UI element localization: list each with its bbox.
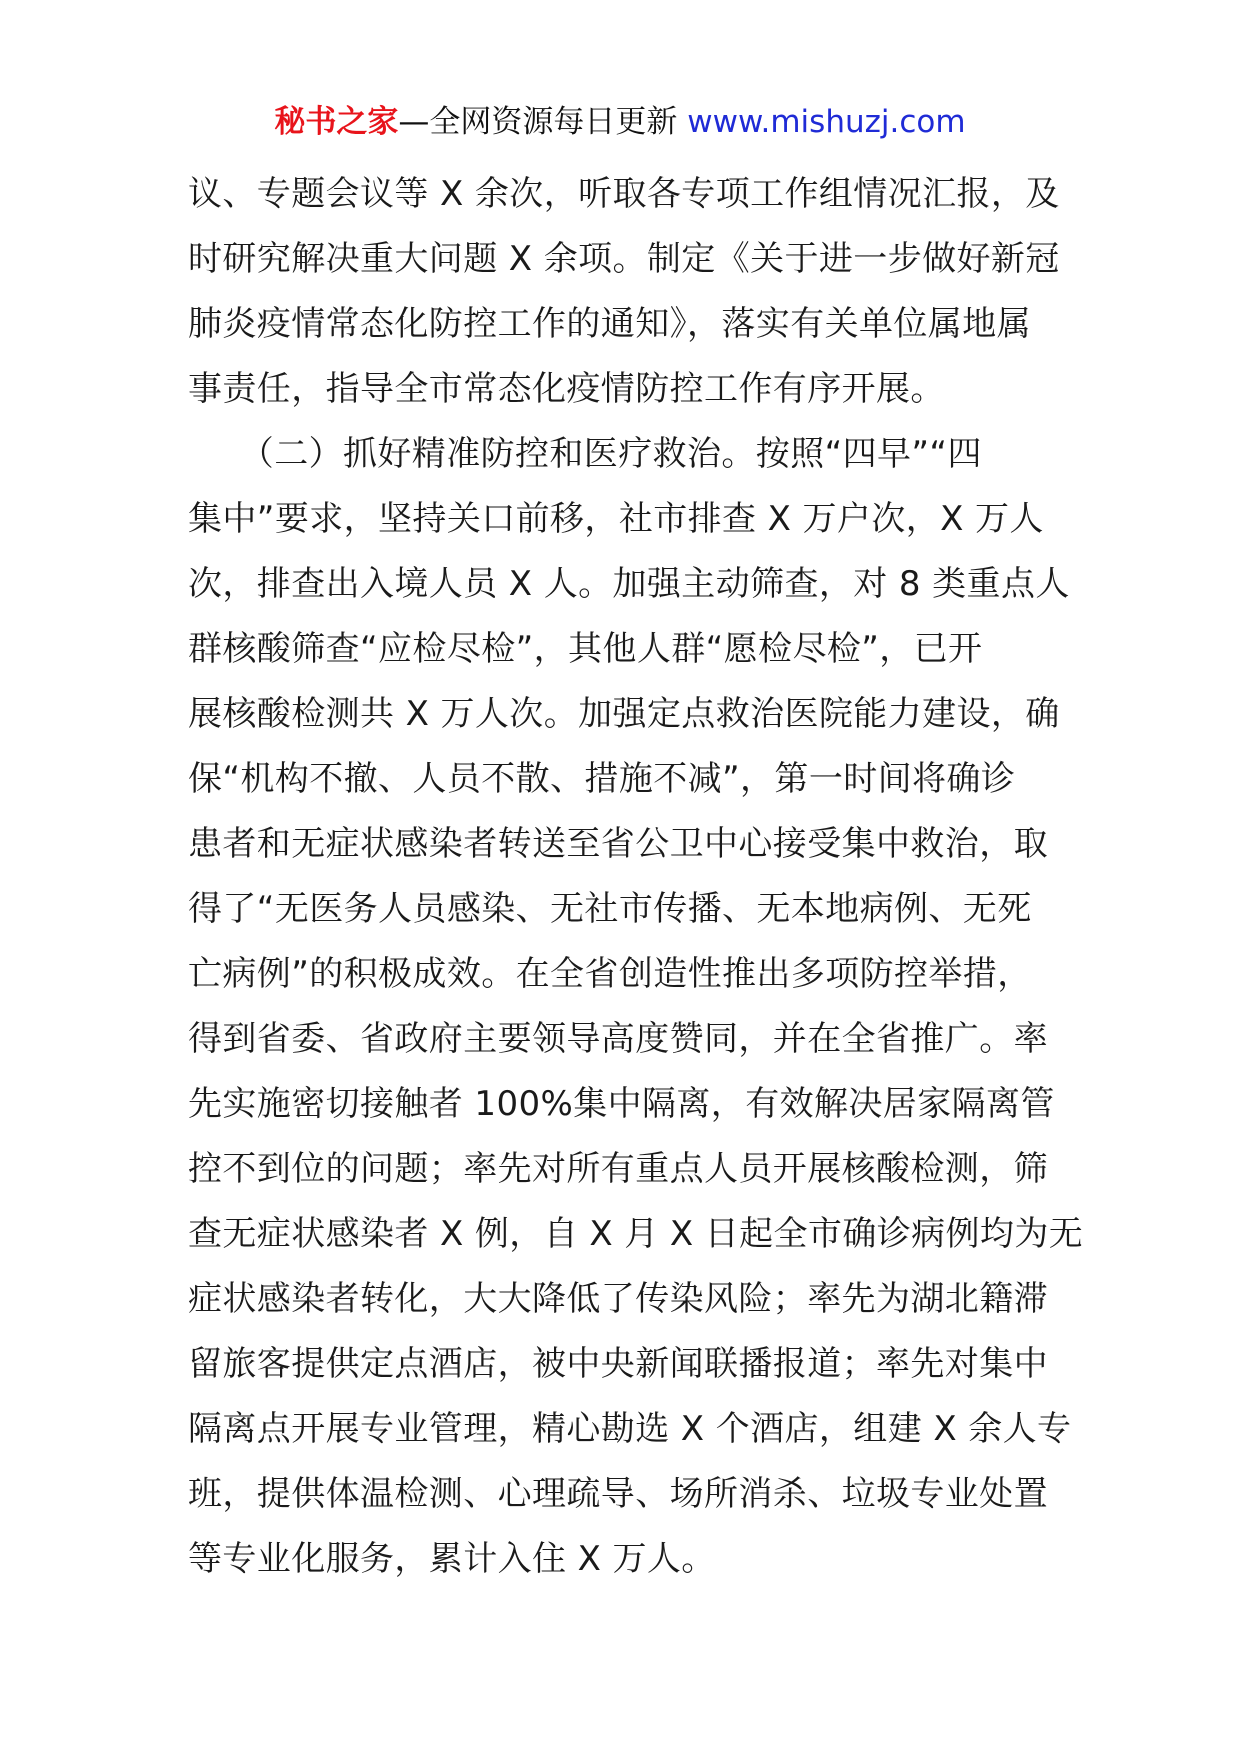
- text-line: 得了“无医务人员感染、无社市传播、无本地病例、无死: [188, 889, 1032, 929]
- text-line: 亡病例”的积极成效。在全省创造性推出多项防控举措，: [188, 954, 1032, 994]
- text-line: 集中”要求，坚持关口前移，社市排查 X 万户次，X 万人: [188, 499, 1044, 539]
- text-line: 时研究解决重大问题 X 余项。制定《关于进一步做好新冠: [188, 239, 1060, 279]
- text-line: 展核酸检测共 X 万人次。加强定点救治医院能力建设，确: [188, 694, 1060, 734]
- site-url-link[interactable]: www.mishuzj.com: [687, 104, 966, 140]
- text-line: 隔离点开展专业管理，精心勘选 X 个酒店，组建 X 余人专: [188, 1409, 1072, 1449]
- document-body: [188, 162, 1084, 1592]
- text-line: 查无症状感染者 X 例，自 X 月 X 日起全市确诊病例均为无: [188, 1214, 1084, 1254]
- text-line: 得到省委、省政府主要领导高度赞同，并在全省推广。率: [188, 1019, 1048, 1059]
- text-line: 肺炎疫情常态化防控工作的通知》，落实有关单位属地属: [188, 304, 1031, 344]
- text-line: 议、专题会议等 X 余次，听取各专项工作组情况汇报，及: [188, 174, 1060, 214]
- text-line: 先实施密切接触者 100%集中隔离，有效解决居家隔离管: [188, 1084, 1055, 1124]
- text-line: 事责任，指导全市常态化疫情防控工作有序开展。: [188, 369, 945, 409]
- text-line: 次，排查出入境人员 X 人。加强主动筛查，对 8 类重点人: [188, 564, 1070, 604]
- site-brand: 秘书之家: [274, 104, 399, 140]
- text-line: 群核酸筛查“应检尽检”，其他人群“愿检尽检”，已开: [188, 629, 983, 669]
- text-line: 等专业化服务，累计入住 X 万人。: [188, 1539, 716, 1579]
- site-header: [0, 100, 1240, 144]
- paragraph-heading-line: （二）抓好精准防控和医疗救治。按照“四早”“四: [188, 434, 982, 474]
- text-line: 班，提供体温检测、心理疏导、场所消杀、垃圾专业处置: [188, 1474, 1048, 1514]
- text-line: 症状感染者转化，大大降低了传染风险；率先为湖北籍滞: [188, 1279, 1048, 1319]
- text-line: 留旅客提供定点酒店，被中央新闻联播报道；率先对集中: [188, 1344, 1048, 1384]
- text-line: 患者和无症状感染者转送至省公卫中心接受集中救治，取: [188, 824, 1048, 864]
- site-tagline: —全网资源每日更新: [398, 104, 688, 140]
- text-line: 保“机构不撤、人员不散、措施不减”，第一时间将确诊: [188, 759, 1016, 799]
- text-line: 控不到位的问题；率先对所有重点人员开展核酸检测，筛: [188, 1149, 1048, 1189]
